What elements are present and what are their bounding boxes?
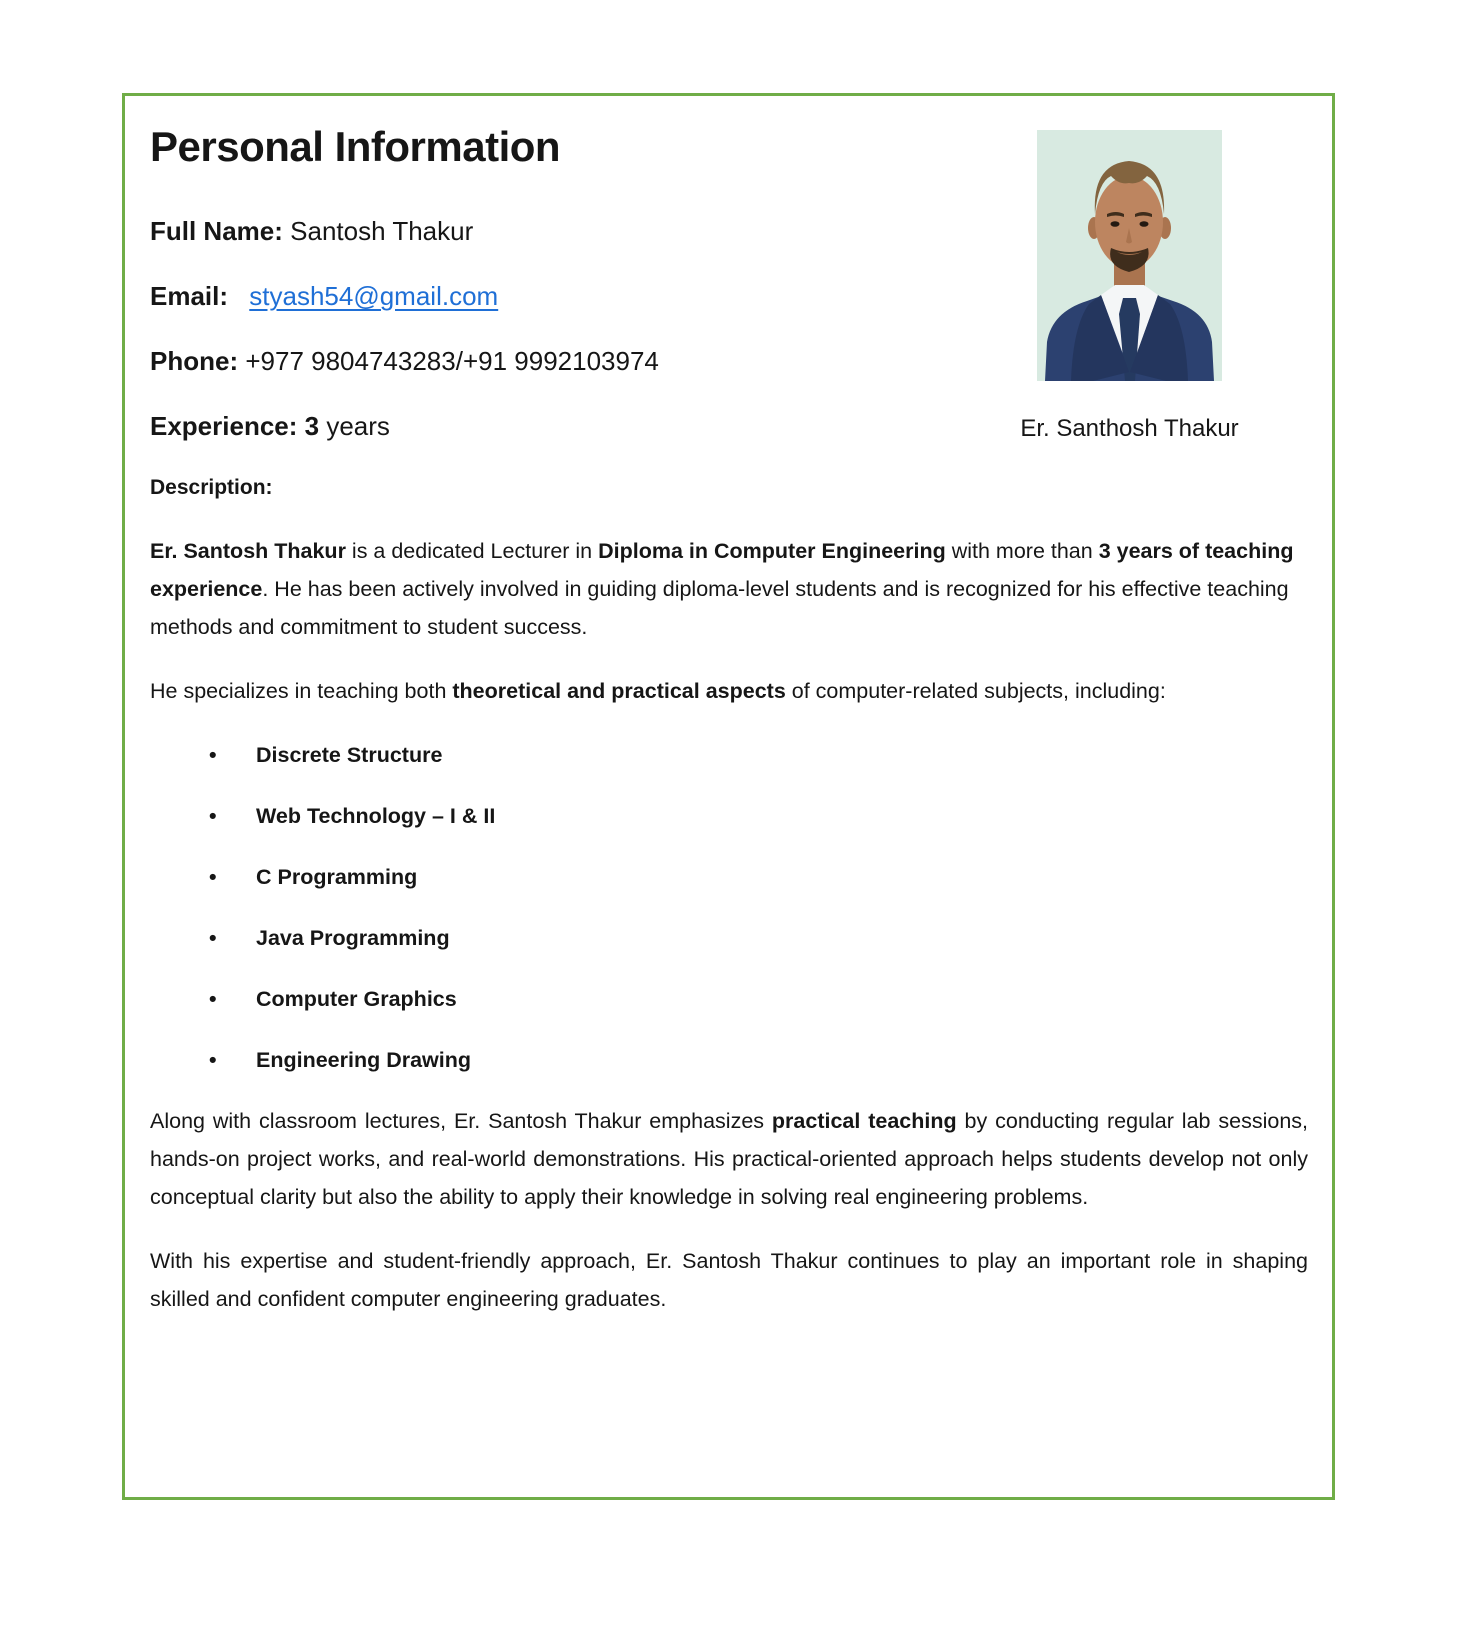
description-paragraph-specialization: He specializes in teaching both theoretical and practical aspects of computer-related subjects, including: [150, 679, 1166, 704]
portrait-photo [1037, 130, 1222, 381]
subject-item: • Computer Graphics [150, 980, 1308, 1018]
phone-value: +977 9804743283/+91 9992103974 [245, 346, 659, 377]
email-link[interactable]: styash54@gmail.com [249, 281, 499, 312]
subject-item: • Discrete Structure [150, 736, 1308, 774]
page-border-box [122, 93, 1335, 1500]
description-paragraph-practical: Along with classroom lectures, Er. Santosh Thakur emphasizes practical teaching by conducting regular lab sessions, hands-on project works, and real-world demonstrations. His practical-oriented approach helps students develop not only conceptual clarity but also the ability to apply their knowledge in solving real engineering problems. [150, 1109, 1308, 1210]
portrait-image-svg [1037, 130, 1222, 381]
email-label: Email: [150, 281, 229, 312]
photo-caption: Er. Santhosh Thakur [1020, 415, 1239, 442]
full-name-label: Full Name: [150, 216, 283, 247]
experience-value-suffix: years [319, 411, 390, 442]
subject-item: • Engineering Drawing [150, 1041, 1308, 1079]
description-paragraph-closing: With his expertise and student-friendly approach, Er. Santosh Thakur continues to play an important role in shaping skilled and confident computer engineering graduates. [150, 1249, 1308, 1312]
description-paragraph-intro: Er. Santosh Thakur is a dedicated Lecturer in Diploma in Computer Engineering with more than 3 years of teaching experience. He has been actively involved in guiding diploma-level students and is recognized for his effective teaching methods and commitment to student success. [150, 539, 1294, 640]
full-name-value: Santosh Thakur [290, 216, 474, 247]
experience-value-number: 3 [304, 411, 320, 442]
subject-item: • Java Programming [150, 919, 1308, 957]
description-label: Description: [150, 476, 273, 500]
subject-item: • Web Technology – I & II [150, 797, 1308, 835]
phone-label: Phone: [150, 346, 239, 377]
experience-label: Experience: [150, 411, 298, 442]
subject-item: • C Programming [150, 858, 1308, 896]
page-title: Personal Information [150, 123, 561, 170]
subjects-list [150, 736, 1308, 1079]
